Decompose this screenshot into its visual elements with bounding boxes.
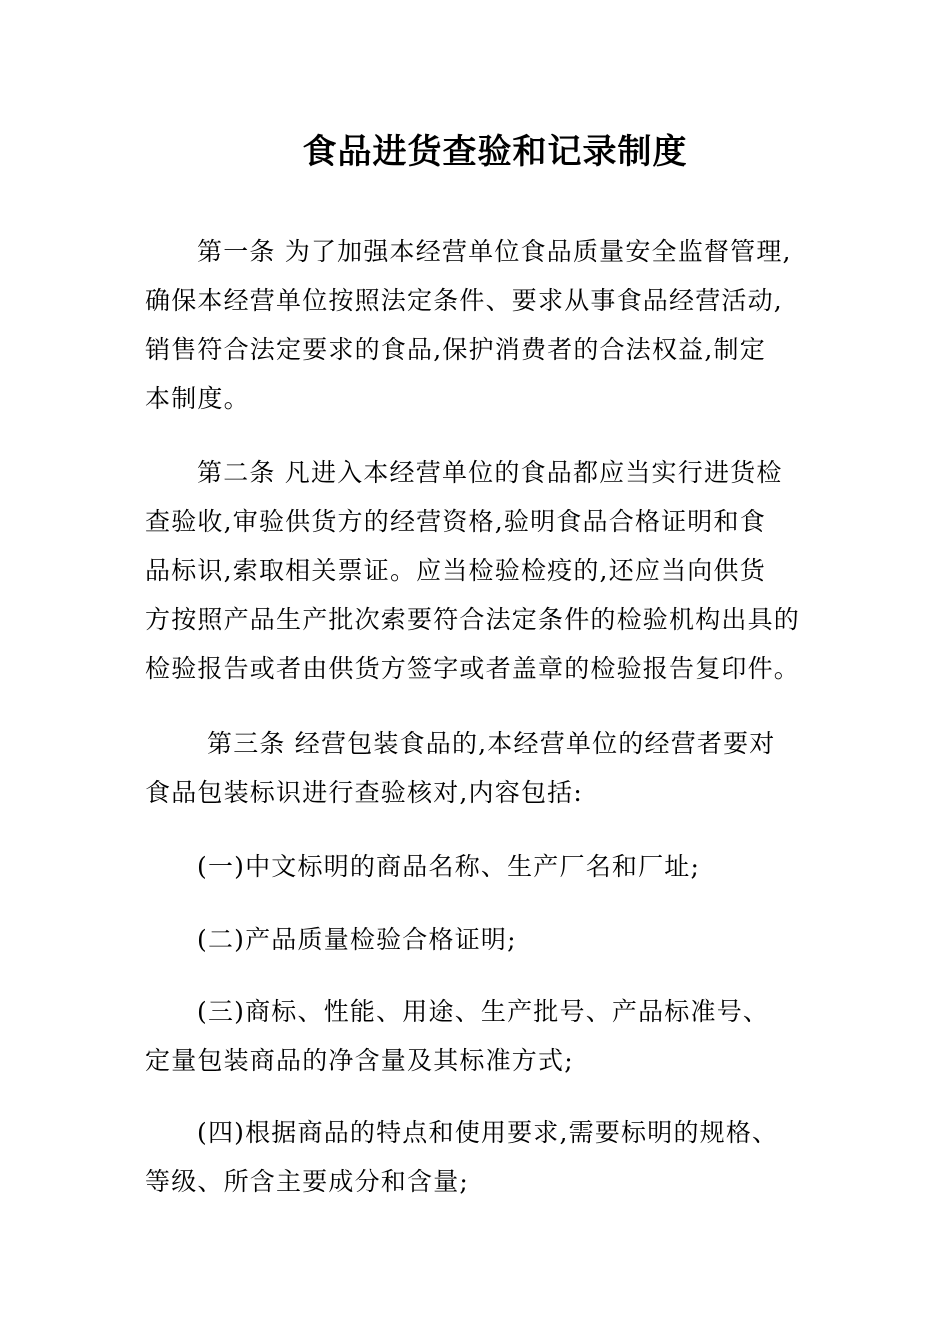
article-2-line: 第二条 凡进入本经营单位的食品都应当实行进货检 — [197, 458, 783, 487]
article-1 — [145, 227, 805, 423]
document-title: 食品进货查验和记录制度 — [302, 132, 688, 172]
article-2-line: 方按照产品生产批次索要符合法定条件的检验机构出具的 — [145, 605, 801, 634]
list-item-line: (三)商标、性能、用途、生产批号、产品标准号、 — [197, 997, 770, 1026]
list-item-line: (二)产品质量检验合格证明; — [197, 925, 517, 954]
article-1-line: 销售符合法定要求的食品,保护消费者的合法权益,制定 — [145, 335, 766, 364]
list-item-line: (一)中文标明的商品名称、生产厂名和厂址; — [197, 852, 701, 881]
article-2-line: 品标识,索取相关票证。应当检验检疫的,还应当向供货 — [145, 556, 766, 585]
list-item-1 — [145, 842, 805, 891]
article-2-line: 查验收,审验供货方的经营资格,验明食品合格证明和食 — [145, 507, 766, 536]
article-2 — [145, 448, 805, 693]
article-2-line: 检验报告或者由供货方签字或者盖章的检验报告复印件。 — [145, 654, 801, 683]
list-item-4 — [145, 1108, 805, 1206]
article-3 — [145, 719, 805, 817]
article-1-line: 第一条 为了加强本经营单位食品质量安全监督管理, — [197, 237, 792, 266]
article-1-line: 确保本经营单位按照法定条件、要求从事食品经营活动, — [145, 286, 783, 315]
list-item-line: (四)根据商品的特点和使用要求,需要标明的规格、 — [197, 1118, 779, 1147]
article-3-line: 食品包装标识进行查验核对,内容包括: — [145, 778, 583, 807]
list-item-3 — [145, 987, 805, 1085]
article-3-line: 第三条 经营包装食品的,本经营单位的经营者要对 — [207, 729, 776, 758]
article-1-line: 本制度。 — [145, 384, 250, 413]
list-item-line: 定量包装商品的净含量及其标准方式; — [145, 1046, 574, 1075]
list-item-line: 等级、所含主要成分和含量; — [145, 1167, 470, 1196]
list-item-2 — [145, 915, 805, 964]
